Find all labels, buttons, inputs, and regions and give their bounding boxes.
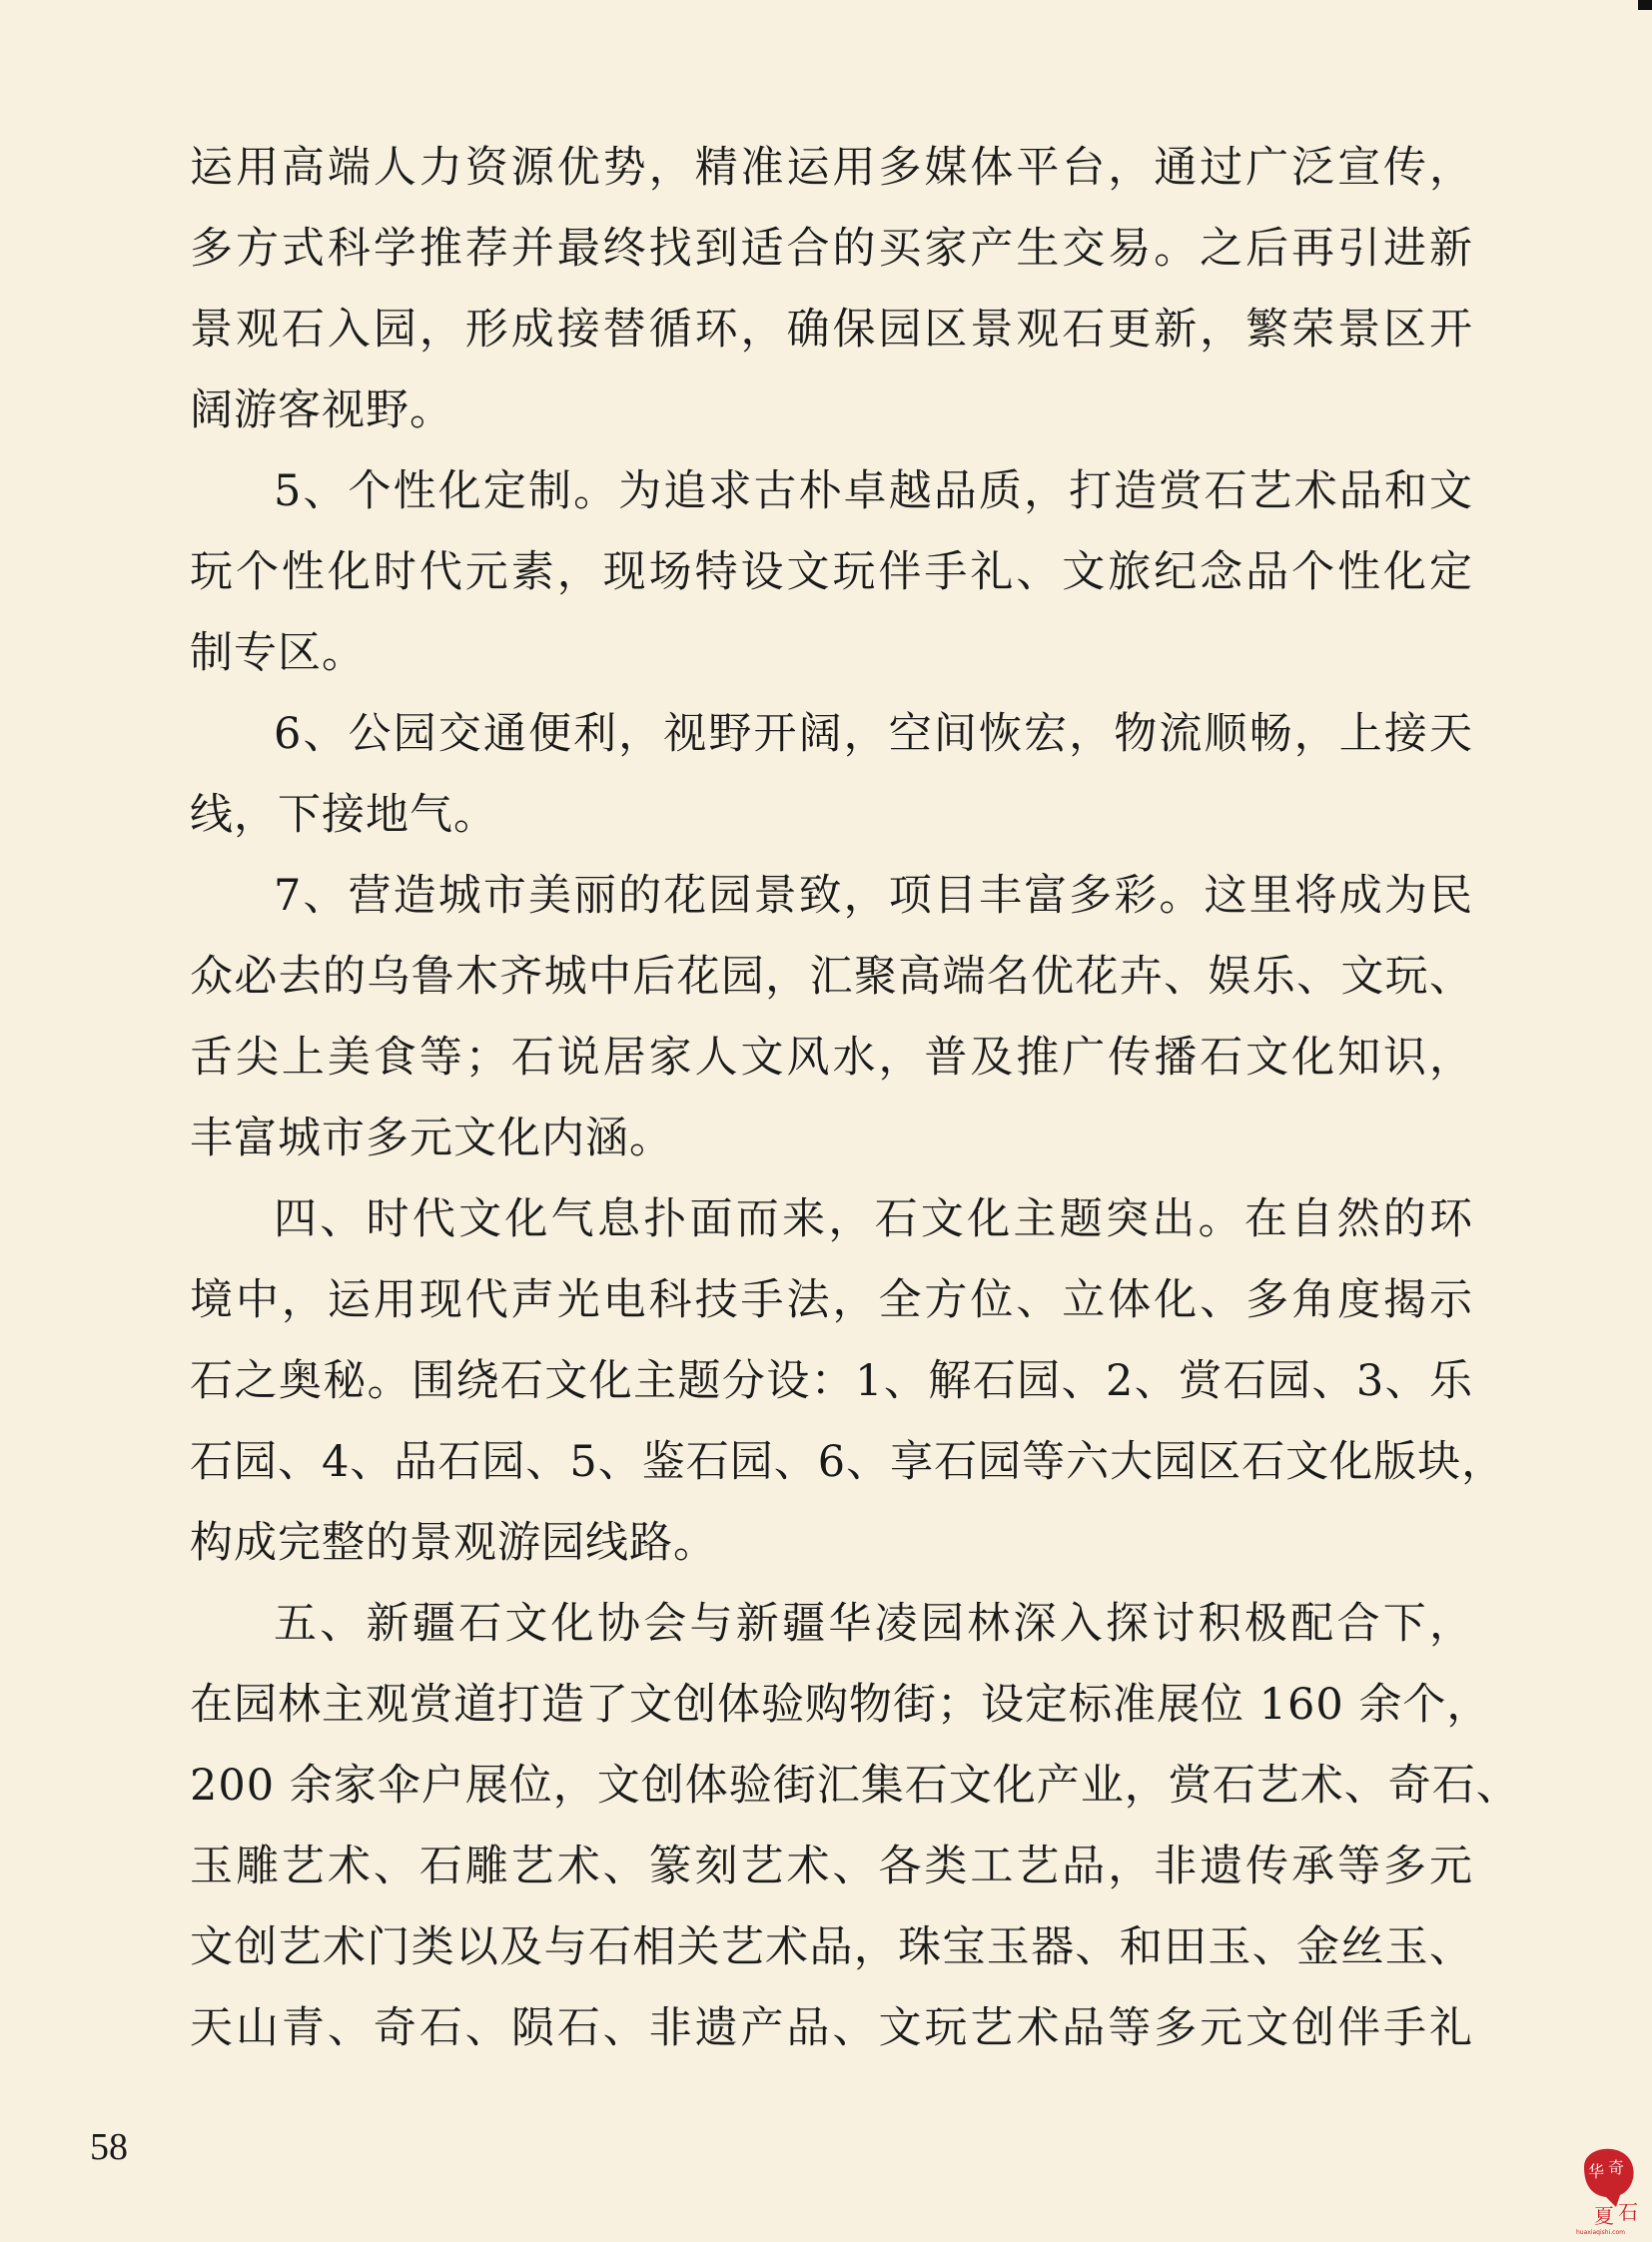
text-line: 6、公园交通便利，视野开阔，空间恢宏，物流顺畅，上接天 bbox=[274, 709, 1473, 759]
text-line: 众必去的乌鲁木齐城中后花园，汇聚高端名优花卉、娱乐、文玩、 bbox=[190, 952, 1473, 1002]
text-line: 玉雕艺术、石雕艺术、篆刻艺术、各类工艺品，非遗传承等多元 bbox=[190, 1842, 1473, 1891]
text-line: 天山青、奇石、陨石、非遗产品、文玩艺术品等多元文创伴手礼 bbox=[190, 2003, 1473, 2053]
text-line: 5、个性化定制。为追求古朴卓越品质，打造赏石艺术品和文 bbox=[274, 466, 1473, 516]
site-watermark-logo bbox=[1576, 2137, 1646, 2237]
text-line: 制专区。 bbox=[190, 628, 366, 678]
text-line: 阔游客视野。 bbox=[190, 385, 453, 435]
text-line: 7、营造城市美丽的花园景致，项目丰富多彩。这里将成为民 bbox=[274, 871, 1473, 921]
watermark-glyph: 石 bbox=[1618, 2200, 1638, 2224]
watermark-site-text: huaxiaqishi.com bbox=[1576, 2229, 1625, 2236]
text-line: 景观石入园，形成接替循环，确保园区景观石更新，繁荣景区开 bbox=[190, 305, 1473, 355]
text-line: 石园、4、品石园、5、鉴石园、6、享石园等六大园区石文化版块， bbox=[190, 1437, 1506, 1487]
text-line: 运用高端人力资源优势，精准运用多媒体平台，通过广泛宣传， bbox=[190, 143, 1473, 193]
text-line: 文创艺术门类以及与石相关艺术品，珠宝玉器、和田玉、金丝玉、 bbox=[190, 1922, 1473, 1972]
text-line: 四、时代文化气息扑面而来，石文化主题突出。在自然的环 bbox=[274, 1194, 1473, 1244]
text-line: 五、新疆石文化协会与新疆华凌园林深入探讨积极配合下， bbox=[274, 1599, 1473, 1649]
watermark-glyph: 夏 bbox=[1594, 2204, 1614, 2228]
text-line: 线，下接地气。 bbox=[190, 790, 497, 840]
text-line: 多方式科学推荐并最终找到适合的买家产生交易。之后再引进新 bbox=[190, 224, 1473, 274]
text-line: 丰富城市多元文化内涵。 bbox=[190, 1114, 673, 1163]
watermark-glyph: 奇 bbox=[1608, 2158, 1625, 2177]
text-line: 200 余家伞户展位，文创体验街汇集石文化产业，赏石艺术、奇石、 bbox=[190, 1761, 1520, 1811]
text-line: 构成完整的景观游园线路。 bbox=[190, 1518, 717, 1568]
text-line: 在园林主观赏道打造了文创体验购物街；设定标准展位 160 余个， bbox=[190, 1680, 1491, 1730]
corner-registration-mark bbox=[1638, 0, 1652, 10]
watermark-glyph: 华 bbox=[1588, 2162, 1605, 2181]
page-number: 58 bbox=[90, 2126, 128, 2168]
text-line: 石之奥秘。围绕石文化主题分设：1、解石园、2、赏石园、3、乐 bbox=[190, 1356, 1473, 1406]
text-line: 玩个性化时代元素，现场特设文玩伴手礼、文旅纪念品个性化定 bbox=[190, 547, 1473, 597]
text-line: 舌尖上美食等；石说居家人文风水，普及推广传播石文化知识， bbox=[190, 1033, 1473, 1083]
text-line: 境中，运用现代声光电科技手法，全方位、立体化、多角度揭示 bbox=[190, 1275, 1473, 1325]
